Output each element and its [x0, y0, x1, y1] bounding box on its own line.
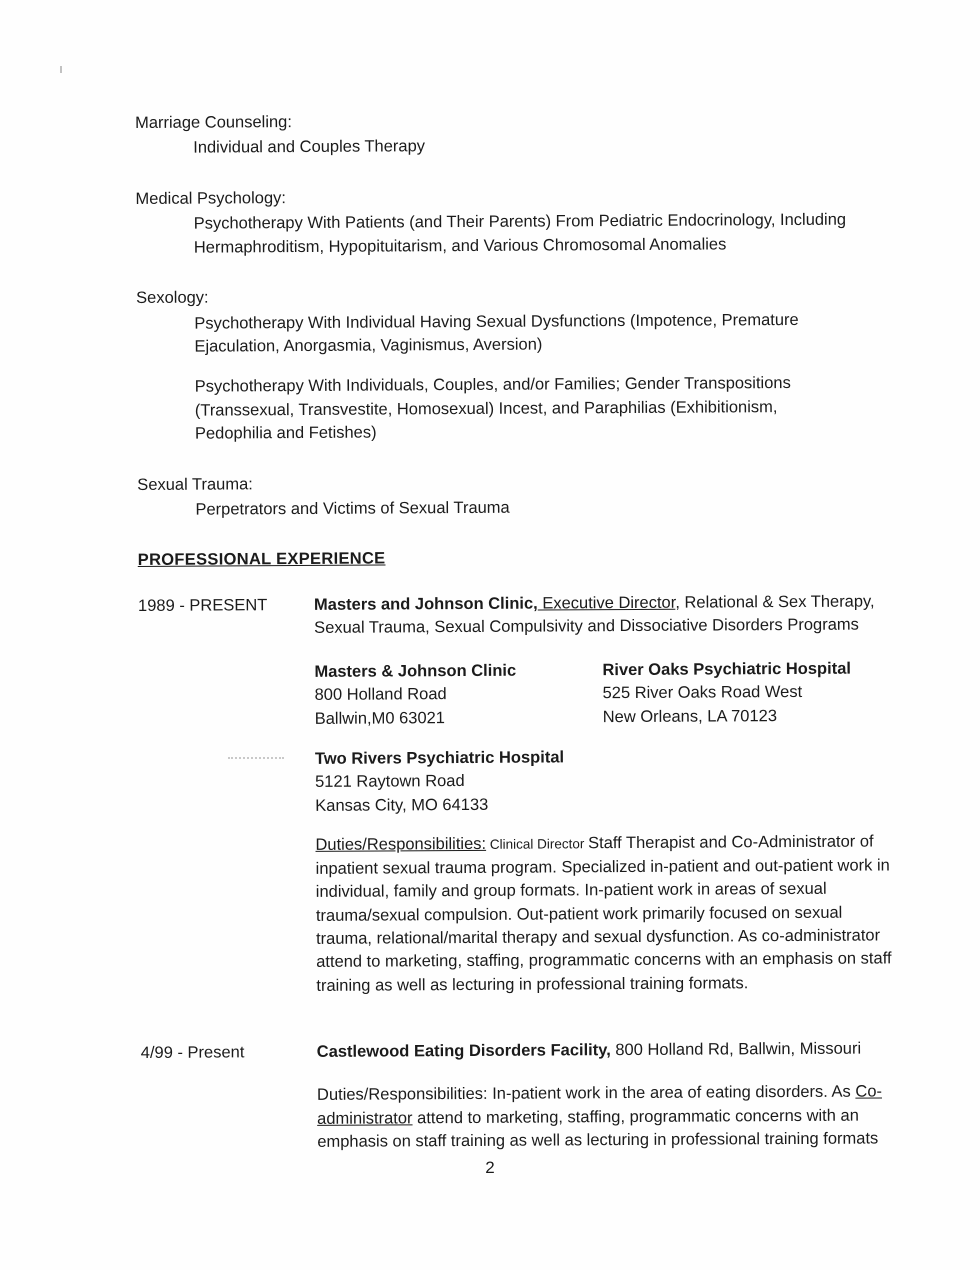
- page-content: [135, 107, 901, 1172]
- entry-title: [317, 1037, 901, 1064]
- experience-entry-castlewood: [141, 1037, 902, 1172]
- address-line: Kansas City, MO 64133: [315, 795, 489, 815]
- duties-text: Duties/Responsibilities: In-patient work in the area of eating disorders. As: [316, 1082, 856, 1105]
- address-two-rivers: [315, 744, 899, 818]
- address-line: Ballwin,M0 63021: [314, 708, 446, 728]
- scan-artifact: [60, 66, 62, 73]
- address-name: River Oaks Psychiatric Hospital: [602, 659, 851, 679]
- section-heading: Sexology:: [136, 288, 209, 308]
- section-paragraph: Psychotherapy With Patients (and Their Parents) From Pediatric Endocrinology, Including Hermaphroditism, Hypopituitarism, and Various Chromosomal Anomalies: [193, 210, 847, 257]
- address-river-oaks: [602, 657, 890, 729]
- address-name: Masters & Johnson Clinic: [314, 661, 517, 681]
- address-name: Two Rivers Psychiatric Hospital: [314, 748, 565, 768]
- duties-underlined-term: Co-administrator: [317, 1082, 883, 1128]
- professional-experience-heading: PROFESSIONAL EXPERIENCE: [137, 549, 386, 570]
- duties-paragraph: [315, 831, 894, 998]
- entry-org-name: Masters and Johnson Clinic,: [313, 594, 538, 614]
- section-paragraph: Psychotherapy With Individuals, Couples, and/or Families; Gender Transpositions (Transsexual, Transvestite, Homosexual) Incest, and Paraphilias (Exhibitionism, Pedophilia and Fetishes): [194, 374, 791, 443]
- section-sexual-trauma: [137, 469, 897, 522]
- entry-title: [314, 590, 898, 640]
- entry-role: Executive Director: [537, 593, 676, 613]
- section-paragraph: Individual and Couples Therapy: [193, 137, 426, 158]
- entry-org-name: Castlewood Eating Disorders Facility,: [316, 1040, 611, 1061]
- section-marriage-counseling: [135, 107, 895, 160]
- address-line: New Orleans, LA 70123: [602, 706, 778, 726]
- section-heading: Medical Psychology:: [135, 188, 286, 208]
- section-paragraph: Perpetrators and Victims of Sexual Trauma: [195, 498, 510, 519]
- page-number: 2: [485, 1158, 495, 1177]
- entry-dates: 1989 - PRESENT: [137, 596, 268, 615]
- duties-paragraph: [317, 1081, 887, 1155]
- entry-body: [317, 1037, 902, 1171]
- address-row: [314, 657, 898, 731]
- section-sexology: [136, 282, 897, 446]
- section-paragraph: Psychotherapy With Individual Having Sexual Dysfunctions (Impotence, Premature Ejaculation, Anorgasmia, Vaginismus, Aversion): [194, 310, 799, 356]
- duties-subtitle: Clinical Director: [486, 836, 589, 853]
- address-line: 525 River Oaks Road West: [602, 683, 803, 703]
- address-line: 800 Holland Road: [314, 685, 447, 705]
- section-medical-psychology: [135, 183, 895, 260]
- entry-title-rest: , Relational & Sex Therapy, Sexual Trauma, Sexual Compulsivity and Dissociative Disorders Programs: [314, 592, 875, 638]
- entry-dates: 4/99 - Present: [140, 1043, 245, 1062]
- address-line: 5121 Raytown Road: [315, 772, 465, 792]
- entry-title-rest: 800 Holland Rd, Ballwin, Missouri: [610, 1039, 862, 1059]
- entry-body: [314, 590, 901, 1014]
- section-heading: Sexual Trauma:: [137, 474, 253, 494]
- duties-text: Staff Therapist and Co-Administrator of inpatient sexual trauma program. Specialized in-patient and out-patient work in individual, family and group formats. In-patient work in areas of sexual trauma/sexual compulsion. Out-patient work primarily focused on sexual trauma, relational/marital therapy and sexual dysfunction. As co-administrator attend to marketing, staffing, programmatic concerns with an emphasis on staff training as well as lecturing in professional training formats.: [315, 832, 892, 995]
- section-heading: Marriage Counseling:: [135, 113, 292, 132]
- address-masters-johnson: [314, 659, 602, 731]
- duties-text: attend to marketing, staffing, programmatic concerns with an emphasis on staff training as well as lecturing in professional training formats: [317, 1106, 879, 1151]
- duties-label: Duties/Responsibilities:: [315, 835, 487, 855]
- experience-entry-masters-johnson: [138, 590, 901, 1015]
